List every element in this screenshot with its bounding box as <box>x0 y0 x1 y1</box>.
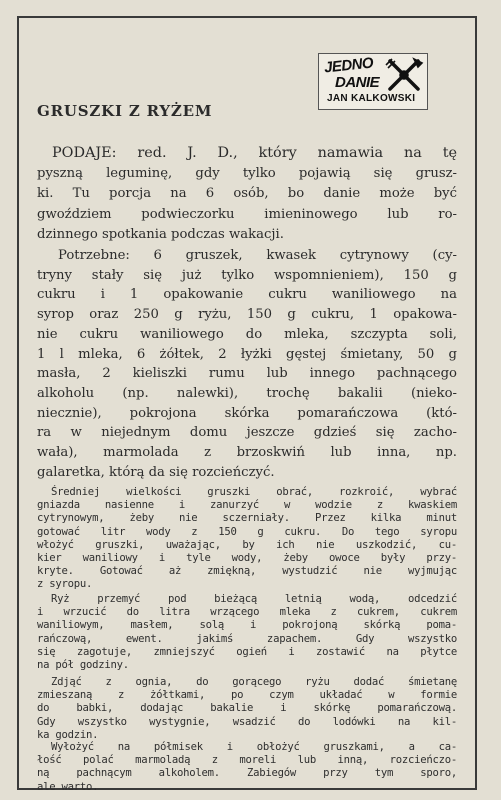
text-line: pyszną leguminę, gdy tylko pojawią się grusz- <box>37 165 457 181</box>
text-line: ale warto. <box>37 780 99 793</box>
text-line: Zdjąć z ognia, do gorącego ryżu dodać śmietanę <box>51 676 457 688</box>
step-3-paragraph <box>37 676 457 742</box>
intro-paragraph <box>37 143 457 246</box>
text-line: PODAJE: red. J. D., który namawia na tę <box>52 145 457 161</box>
text-line: i wrzucić do litra wrzącego mleka z cukrem, cukrem <box>37 606 457 619</box>
text-line: alkoholu (np. nalewki), trochę bakalii (nieko- <box>37 385 457 401</box>
text-line: 1 l mleka, 6 żółtek, 2 łyżki gęstej śmietany, 50 g <box>37 346 457 362</box>
text-line: waniliowym, masłem, solą i pokrojoną skórką poma- <box>37 619 457 632</box>
text-line: z syropu. <box>37 578 93 591</box>
step-1-paragraph <box>37 486 457 592</box>
text-line: syrop oraz 250 g ryżu, 150 g cukru, 1 opakowa- <box>37 307 457 323</box>
text-line: cukru i 1 opakowanie cukru waniliowego na <box>37 287 457 303</box>
step-2-paragraph <box>37 593 457 672</box>
text-line: gotować litr wody z 150 g cukru. Do tego syropu <box>37 525 457 538</box>
text-line: Średniej wielkości gruszki obrać, rozkroić, wybrać <box>51 486 457 498</box>
text-line: Ryż przemyć pod bieżącą letnią wodą, odcedzić <box>51 593 457 605</box>
text-line: cytrynowym, żeby nie sczerniały. Przez kilka minut <box>37 512 457 525</box>
text-line: Wyłożyć na półmisek i obłożyć gruszkami, a ca- <box>51 741 457 753</box>
text-line: galaretka, którą da się rozcieńczyć. <box>37 464 275 480</box>
text-line: ka godzin. <box>37 728 99 741</box>
text-line: dzinnego spotkania podczas wakacji. <box>37 227 284 242</box>
ingredients-paragraph <box>37 246 457 482</box>
logo-line-2: DANIE <box>335 74 380 91</box>
text-line: zmieszaną z żółtkami, po czym układać w formie <box>37 689 457 702</box>
text-line: kier waniliowy i tyle wody, żeby owoce były przy- <box>37 552 457 565</box>
text-line: do babki, dodając bakalie i skórkę pomarańczową. <box>37 702 457 715</box>
text-line: się zagotuje, zmniejszyć ogień i zostawić na płytce <box>37 645 457 658</box>
column-logo <box>318 53 428 110</box>
text-line: ki. Tu porcja na 6 osób, bo danie może być <box>37 186 457 201</box>
fork-knife-icon <box>384 57 424 93</box>
recipe-title: GRUSZKI Z RYŻEM <box>37 102 213 120</box>
text-line: na pół godziny. <box>37 659 129 672</box>
logo-line-1: JEDNO <box>323 54 374 77</box>
text-line: niecznie), pokrojona skórka pomarańczowa (któ- <box>37 405 457 421</box>
step-4-paragraph <box>37 741 457 794</box>
text-line: ra w niejednym domu jeszcze gdzieś się zacho- <box>37 425 457 441</box>
text-line: nie cukru waniliowego do mleka, szczypta soli, <box>37 326 457 342</box>
text-line: włożyć gruszki, uważając, by ich nie uszkodzić, cu- <box>37 538 457 551</box>
text-line: łość polać marmoladą z moreli lub inną, rozcieńczo- <box>37 754 457 767</box>
text-line: rańczową, ewent. jakimś zapachem. Gdy wszystko <box>37 632 457 645</box>
text-line: gwoździem podwieczorku imieninowego lub ro- <box>37 206 457 222</box>
text-line: gniazda nasienne i zanurzyć w wodzie z kwaskiem <box>37 499 457 512</box>
text-line: Gdy wszystko wystygnie, wsadzić do lodówki na kil- <box>37 715 457 728</box>
text-line: tryny stały się już tylko wspomnieniem), 150 g <box>37 267 457 283</box>
text-line: kryte. Gotować aż zmiękną, wystudzić nie wyjmując <box>37 565 457 578</box>
text-line: wała), marmolada z brzoskwiń lub inna, np. <box>37 445 457 461</box>
text-line: Potrzebne: 6 gruszek, kwasek cytrynowy (cy- <box>58 248 457 263</box>
text-line: ną pachnącym alkoholem. Zabiegów przy tym sporo, <box>37 767 457 780</box>
logo-author: JAN KALKOWSKI <box>327 93 416 104</box>
text-line: masła, 2 kieliszki rumu lub innego pachnącego <box>37 366 457 382</box>
